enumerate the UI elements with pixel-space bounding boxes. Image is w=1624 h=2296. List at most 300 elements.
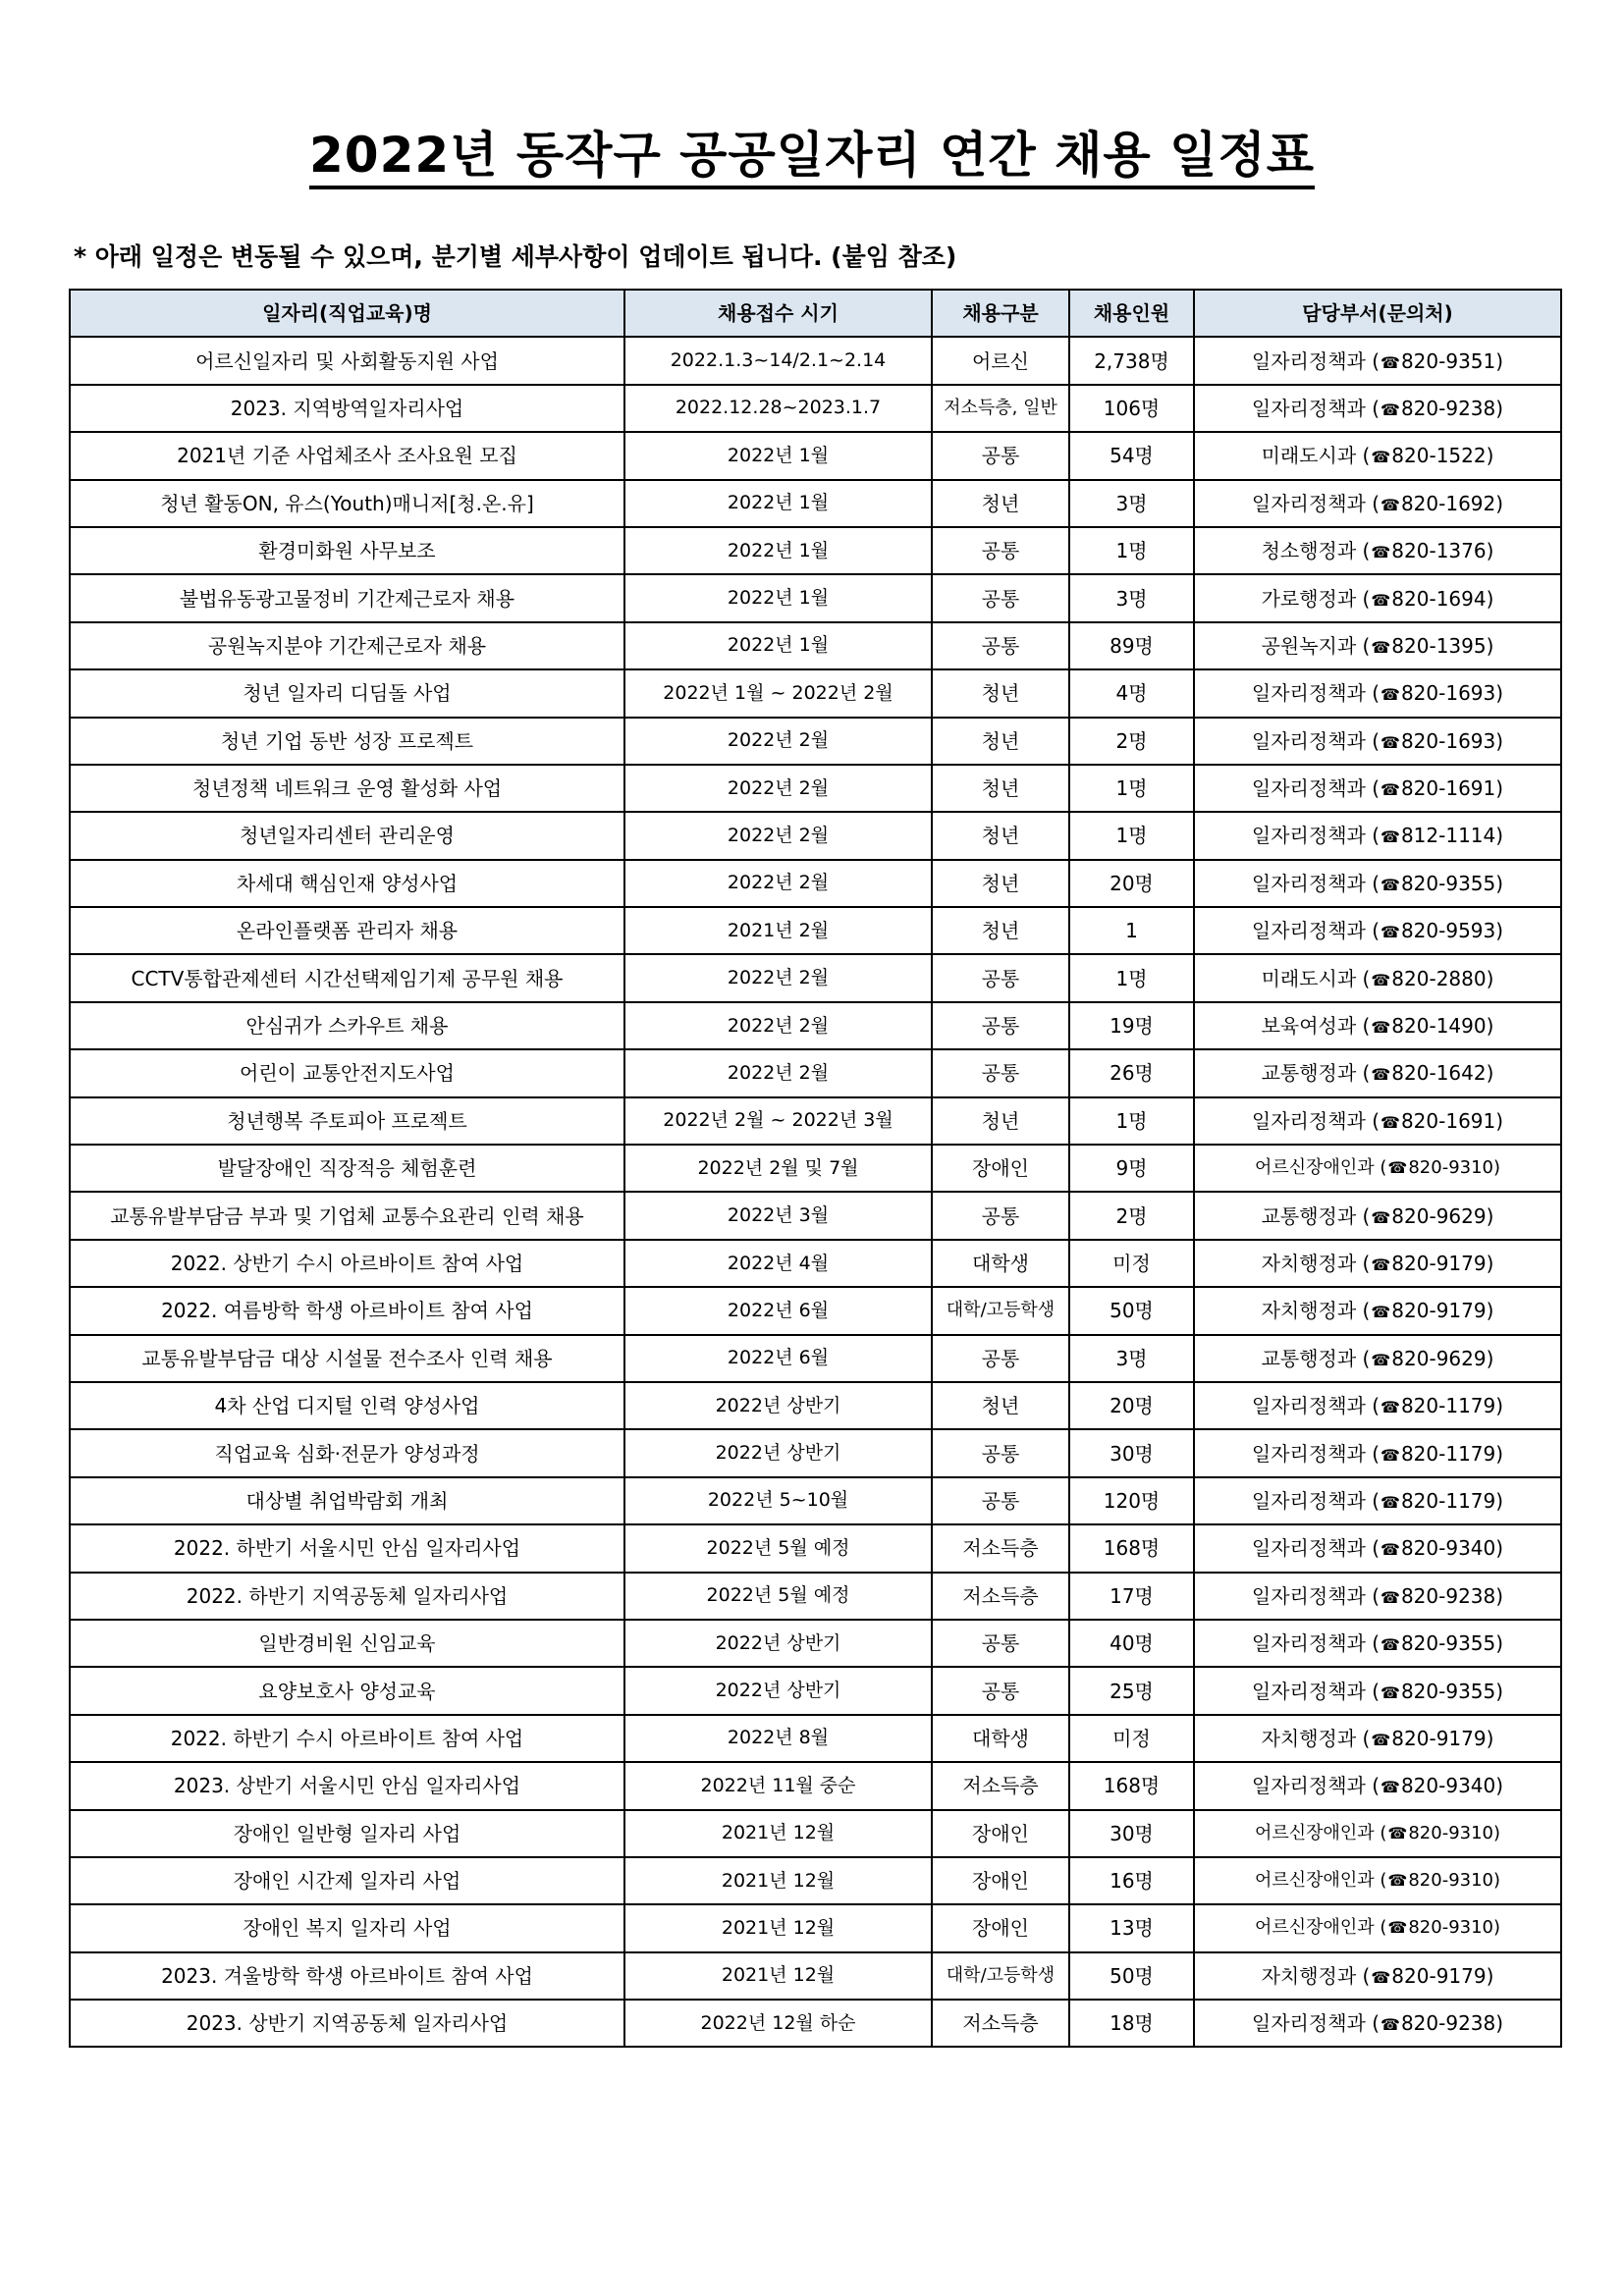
job-name-cell: 2022. 하반기 수시 아르바이트 참여 사업 bbox=[70, 1715, 624, 1762]
telephone-icon: ☎ bbox=[1371, 543, 1391, 562]
period-cell: 2022년 2월 bbox=[624, 860, 932, 907]
type-cell: 공통 bbox=[932, 1192, 1069, 1239]
phone-number: 820-9310 bbox=[1408, 1822, 1494, 1843]
period-cell: 2022년 1월 bbox=[624, 527, 932, 574]
department-cell: 일자리정책과 (☎820-1693) bbox=[1194, 669, 1561, 717]
telephone-icon: ☎ bbox=[1371, 1255, 1391, 1274]
type-cell: 장애인 bbox=[932, 1904, 1069, 1951]
telephone-icon: ☎ bbox=[1380, 1112, 1400, 1132]
table-row bbox=[70, 1477, 1561, 1524]
type-cell: 대학/고등학생 bbox=[932, 1952, 1069, 2000]
type-cell: 대학생 bbox=[932, 1715, 1069, 1762]
type-cell: 공통 bbox=[932, 1049, 1069, 1096]
department-name: 일자리정책과 bbox=[1251, 681, 1366, 706]
job-name-cell: 요양보호사 양성교육 bbox=[70, 1667, 624, 1714]
department-cell: 미래도시과 (☎820-2880) bbox=[1194, 954, 1561, 1001]
period-cell: 2022년 2월 및 7월 bbox=[624, 1145, 932, 1192]
table-row bbox=[70, 1429, 1561, 1476]
period-cell: 2022년 3월 bbox=[624, 1192, 932, 1239]
department-cell: 청소행정과 (☎820-1376) bbox=[1194, 527, 1561, 574]
job-name-cell: 어린이 교통안전지도사업 bbox=[70, 1049, 624, 1096]
department-name: 일자리정책과 bbox=[1251, 2011, 1366, 2036]
department-cell: 교통행정과 (☎820-1642) bbox=[1194, 1049, 1561, 1096]
period-cell: 2021년 2월 bbox=[624, 907, 932, 954]
phone-number: 820-9340 bbox=[1400, 1536, 1496, 1561]
count-cell: 18명 bbox=[1069, 2000, 1194, 2047]
department-cell: 일자리정책과 (☎820-9238) bbox=[1194, 2000, 1561, 2047]
department-name: 일자리정책과 bbox=[1251, 1394, 1366, 1418]
department-name: 일자리정책과 bbox=[1251, 1108, 1366, 1133]
table-row bbox=[70, 1002, 1561, 1049]
type-cell: 청년 bbox=[932, 860, 1069, 907]
type-cell: 청년 bbox=[932, 765, 1069, 812]
period-cell: 2022년 상반기 bbox=[624, 1667, 932, 1714]
phone-number: 812-1114 bbox=[1400, 824, 1496, 848]
telephone-icon: ☎ bbox=[1380, 1398, 1400, 1417]
count-cell: 168명 bbox=[1069, 1524, 1194, 1572]
phone-number: 820-1490 bbox=[1391, 1014, 1487, 1039]
type-cell: 공통 bbox=[932, 1335, 1069, 1382]
phone-number: 820-1692 bbox=[1400, 491, 1496, 515]
period-cell: 2022년 12월 하순 bbox=[624, 2000, 932, 2047]
job-name-cell: 공원녹지분야 기간제근로자 채용 bbox=[70, 622, 624, 669]
job-name-cell: 온라인플랫폼 관리자 채용 bbox=[70, 907, 624, 954]
count-cell: 17명 bbox=[1069, 1573, 1194, 1620]
count-cell: 106명 bbox=[1069, 385, 1194, 432]
department-cell: 자치행정과 (☎820-9179) bbox=[1194, 1287, 1561, 1334]
phone-number: 820-1179 bbox=[1400, 1441, 1496, 1466]
phone-number: 820-1694 bbox=[1391, 586, 1487, 611]
job-name-cell: 일반경비원 신임교육 bbox=[70, 1620, 624, 1667]
phone-number: 820-1376 bbox=[1391, 539, 1487, 563]
department-cell: 일자리정책과 (☎820-1691) bbox=[1194, 765, 1561, 812]
period-cell: 2022년 5월 예정 bbox=[624, 1524, 932, 1572]
period-cell: 2022년 상반기 bbox=[624, 1620, 932, 1667]
phone-number: 820-9238 bbox=[1400, 396, 1496, 420]
department-name: 어르신장애인과 bbox=[1254, 1157, 1375, 1179]
telephone-icon: ☎ bbox=[1380, 828, 1400, 847]
telephone-icon: ☎ bbox=[1380, 923, 1400, 942]
type-cell: 청년 bbox=[932, 480, 1069, 527]
table-row bbox=[70, 812, 1561, 859]
department-cell: 어르신장애인과 (☎820-9310) bbox=[1194, 1857, 1561, 1904]
table-row bbox=[70, 1857, 1561, 1904]
phone-number: 820-1179 bbox=[1400, 1394, 1496, 1418]
count-cell: 50명 bbox=[1069, 1287, 1194, 1334]
telephone-icon: ☎ bbox=[1380, 1540, 1400, 1560]
type-cell: 공통 bbox=[932, 1667, 1069, 1714]
type-cell: 어르신 bbox=[932, 337, 1069, 384]
count-cell: 26명 bbox=[1069, 1049, 1194, 1096]
telephone-icon: ☎ bbox=[1380, 732, 1400, 752]
table-row bbox=[70, 1620, 1561, 1667]
table-row bbox=[70, 2000, 1561, 2047]
telephone-icon: ☎ bbox=[1371, 1018, 1391, 1038]
job-name-cell: 2023. 겨울방학 학생 아르바이트 참여 사업 bbox=[70, 1952, 624, 2000]
phone-number: 820-1642 bbox=[1391, 1061, 1487, 1086]
type-cell: 공통 bbox=[932, 1620, 1069, 1667]
department-cell: 일자리정책과 (☎820-1179) bbox=[1194, 1382, 1561, 1429]
department-cell: 어르신장애인과 (☎820-9310) bbox=[1194, 1145, 1561, 1192]
department-cell: 일자리정책과 (☎820-9238) bbox=[1194, 385, 1561, 432]
table-row bbox=[70, 1097, 1561, 1145]
period-cell: 2022년 1월 bbox=[624, 574, 932, 621]
table-row bbox=[70, 1335, 1561, 1382]
type-cell: 공통 bbox=[932, 1429, 1069, 1476]
telephone-icon: ☎ bbox=[1380, 685, 1400, 705]
department-cell: 일자리정책과 (☎820-9340) bbox=[1194, 1524, 1561, 1572]
department-cell: 일자리정책과 (☎820-1179) bbox=[1194, 1429, 1561, 1476]
table-row bbox=[70, 765, 1561, 812]
type-cell: 청년 bbox=[932, 1382, 1069, 1429]
period-cell: 2022년 2월 bbox=[624, 718, 932, 765]
department-name: 미래도시과 bbox=[1261, 444, 1357, 468]
department-name: 어르신장애인과 bbox=[1254, 1870, 1375, 1892]
table-row bbox=[70, 1240, 1561, 1287]
department-cell: 미래도시과 (☎820-1522) bbox=[1194, 432, 1561, 479]
count-cell: 30명 bbox=[1069, 1810, 1194, 1857]
phone-number: 820-9238 bbox=[1400, 1583, 1496, 1608]
job-name-cell: 청년 활동ON, 유스(Youth)매니저[청.온.유] bbox=[70, 480, 624, 527]
period-cell: 2022년 4월 bbox=[624, 1240, 932, 1287]
schedule-table bbox=[69, 289, 1562, 2048]
type-cell: 공통 bbox=[932, 432, 1069, 479]
phone-number: 820-1395 bbox=[1391, 633, 1487, 658]
period-cell: 2022년 2월 bbox=[624, 954, 932, 1001]
type-cell: 공통 bbox=[932, 527, 1069, 574]
table-row bbox=[70, 527, 1561, 574]
department-name: 미래도시과 bbox=[1261, 966, 1357, 990]
count-cell: 168명 bbox=[1069, 1762, 1194, 1809]
job-name-cell: 어르신일자리 및 사회활동지원 사업 bbox=[70, 337, 624, 384]
job-name-cell: 2022. 상반기 수시 아르바이트 참여 사업 bbox=[70, 1240, 624, 1287]
job-name-cell: 교통유발부담금 부과 및 기업체 교통수요관리 인력 채용 bbox=[70, 1192, 624, 1239]
count-cell: 미정 bbox=[1069, 1715, 1194, 1762]
type-cell: 청년 bbox=[932, 718, 1069, 765]
period-cell: 2022년 2월 ~ 2022년 3월 bbox=[624, 1097, 932, 1145]
department-name: 보육여성과 bbox=[1261, 1014, 1357, 1039]
page-title-text: 2022년 동작구 공공일자리 연간 채용 일정표 bbox=[309, 127, 1315, 189]
count-cell: 30명 bbox=[1069, 1429, 1194, 1476]
table-row bbox=[70, 1715, 1561, 1762]
type-cell: 공통 bbox=[932, 622, 1069, 669]
department-name: 일자리정책과 bbox=[1251, 1536, 1366, 1561]
period-cell: 2022년 6월 bbox=[624, 1287, 932, 1334]
phone-number: 820-1179 bbox=[1400, 1488, 1496, 1513]
department-cell: 일자리정책과 (☎820-1693) bbox=[1194, 718, 1561, 765]
period-cell: 2022년 2월 bbox=[624, 1002, 932, 1049]
telephone-icon: ☎ bbox=[1380, 495, 1400, 514]
col-header-count: 채용인원 bbox=[1069, 290, 1194, 337]
period-cell: 2022년 1월 bbox=[624, 622, 932, 669]
phone-number: 820-9310 bbox=[1408, 1870, 1494, 1892]
table-row bbox=[70, 337, 1561, 384]
job-name-cell: 2023. 상반기 지역공동체 일자리사업 bbox=[70, 2000, 624, 2047]
department-name: 일자리정책과 bbox=[1251, 728, 1366, 753]
telephone-icon: ☎ bbox=[1371, 1065, 1391, 1085]
count-cell: 미정 bbox=[1069, 1240, 1194, 1287]
job-name-cell: 환경미화원 사무보조 bbox=[70, 527, 624, 574]
department-name: 일자리정책과 bbox=[1251, 348, 1366, 373]
phone-number: 820-1691 bbox=[1400, 1108, 1496, 1133]
col-header-period: 채용접수 시기 bbox=[624, 290, 932, 337]
department-name: 일자리정책과 bbox=[1251, 1441, 1366, 1466]
job-name-cell: 불법유동광고물정비 기간제근로자 채용 bbox=[70, 574, 624, 621]
job-name-cell: 교통유발부담금 대상 시설물 전수조사 인력 채용 bbox=[70, 1335, 624, 1382]
department-cell: 교통행정과 (☎820-9629) bbox=[1194, 1192, 1561, 1239]
period-cell: 2021년 12월 bbox=[624, 1810, 932, 1857]
notice-text: * 아래 일정은 변동될 수 있으며, 분기별 세부사항이 업데이트 됩니다. (붙임 참조) bbox=[74, 242, 957, 271]
phone-number: 820-9593 bbox=[1400, 919, 1496, 943]
telephone-icon: ☎ bbox=[1380, 2015, 1400, 2035]
telephone-icon: ☎ bbox=[1380, 1492, 1400, 1512]
period-cell: 2022년 상반기 bbox=[624, 1382, 932, 1429]
period-cell: 2022년 상반기 bbox=[624, 1429, 932, 1476]
count-cell: 19명 bbox=[1069, 1002, 1194, 1049]
period-cell: 2022년 11월 중순 bbox=[624, 1762, 932, 1809]
telephone-icon: ☎ bbox=[1371, 590, 1391, 610]
telephone-icon: ☎ bbox=[1380, 1778, 1400, 1797]
department-name: 어르신장애인과 bbox=[1254, 1822, 1375, 1843]
table-row bbox=[70, 1382, 1561, 1429]
table-row bbox=[70, 1810, 1561, 1857]
table-row bbox=[70, 1667, 1561, 1714]
department-name: 자치행정과 bbox=[1261, 1963, 1357, 1988]
table-row bbox=[70, 1287, 1561, 1334]
department-cell: 자치행정과 (☎820-9179) bbox=[1194, 1952, 1561, 2000]
type-cell: 장애인 bbox=[932, 1857, 1069, 1904]
period-cell: 2021년 12월 bbox=[624, 1952, 932, 2000]
phone-number: 820-9179 bbox=[1391, 1252, 1487, 1275]
phone-number: 820-9355 bbox=[1400, 1631, 1496, 1656]
col-header-job-name: 일자리(직업교육)명 bbox=[70, 290, 624, 337]
job-name-cell: 안심귀가 스카우트 채용 bbox=[70, 1002, 624, 1049]
job-name-cell: 장애인 시간제 일자리 사업 bbox=[70, 1857, 624, 1904]
telephone-icon: ☎ bbox=[1371, 970, 1391, 989]
type-cell: 청년 bbox=[932, 812, 1069, 859]
table-row bbox=[70, 718, 1561, 765]
department-cell: 일자리정책과 (☎820-9355) bbox=[1194, 860, 1561, 907]
department-cell: 교통행정과 (☎820-9629) bbox=[1194, 1335, 1561, 1382]
department-name: 교통행정과 bbox=[1261, 1346, 1357, 1370]
type-cell: 저소득층 bbox=[932, 1762, 1069, 1809]
telephone-icon: ☎ bbox=[1371, 1350, 1391, 1369]
table-row bbox=[70, 480, 1561, 527]
department-cell: 일자리정책과 (☎820-1179) bbox=[1194, 1477, 1561, 1524]
department-cell: 일자리정책과 (☎820-9340) bbox=[1194, 1762, 1561, 1809]
department-cell: 어르신장애인과 (☎820-9310) bbox=[1194, 1810, 1561, 1857]
job-name-cell: 차세대 핵심인재 양성사업 bbox=[70, 860, 624, 907]
department-name: 교통행정과 bbox=[1261, 1203, 1357, 1228]
col-header-type: 채용구분 bbox=[932, 290, 1069, 337]
period-cell: 2022년 5월 예정 bbox=[624, 1573, 932, 1620]
phone-number: 820-9351 bbox=[1400, 348, 1496, 373]
job-name-cell: 청년행복 주토피아 프로젝트 bbox=[70, 1097, 624, 1145]
table-row bbox=[70, 1904, 1561, 1951]
job-name-cell: 청년 기업 동반 성장 프로젝트 bbox=[70, 718, 624, 765]
count-cell: 20명 bbox=[1069, 860, 1194, 907]
period-cell: 2022년 5~10월 bbox=[624, 1477, 932, 1524]
telephone-icon: ☎ bbox=[1380, 352, 1400, 372]
table-row bbox=[70, 385, 1561, 432]
telephone-icon: ☎ bbox=[1371, 1207, 1391, 1227]
period-cell: 2022년 2월 bbox=[624, 1049, 932, 1096]
telephone-icon: ☎ bbox=[1387, 1871, 1408, 1891]
telephone-icon: ☎ bbox=[1371, 448, 1391, 467]
period-cell: 2022년 1월 bbox=[624, 432, 932, 479]
telephone-icon: ☎ bbox=[1380, 1445, 1400, 1465]
count-cell: 1명 bbox=[1069, 527, 1194, 574]
job-name-cell: 2022. 하반기 지역공동체 일자리사업 bbox=[70, 1573, 624, 1620]
type-cell: 청년 bbox=[932, 1097, 1069, 1145]
telephone-icon: ☎ bbox=[1380, 1635, 1400, 1655]
job-name-cell: 2023. 지역방역일자리사업 bbox=[70, 385, 624, 432]
department-cell: 일자리정책과 (☎820-9238) bbox=[1194, 1573, 1561, 1620]
department-name: 공원녹지과 bbox=[1261, 633, 1357, 658]
count-cell: 2명 bbox=[1069, 718, 1194, 765]
table-row bbox=[70, 860, 1561, 907]
department-name: 일자리정책과 bbox=[1251, 1488, 1366, 1513]
count-cell: 1명 bbox=[1069, 765, 1194, 812]
department-name: 일자리정책과 bbox=[1251, 824, 1366, 848]
page-title bbox=[0, 116, 1624, 187]
job-name-cell: 장애인 일반형 일자리 사업 bbox=[70, 1810, 624, 1857]
department-cell: 일자리정책과 (☎820-9351) bbox=[1194, 337, 1561, 384]
department-cell: 일자리정책과 (☎820-1692) bbox=[1194, 480, 1561, 527]
period-cell: 2022년 1월 bbox=[624, 480, 932, 527]
telephone-icon: ☎ bbox=[1380, 1682, 1400, 1702]
col-header-department: 담당부서(문의처) bbox=[1194, 290, 1561, 337]
type-cell: 대학/고등학생 bbox=[932, 1287, 1069, 1334]
count-cell: 20명 bbox=[1069, 1382, 1194, 1429]
count-cell: 13명 bbox=[1069, 1904, 1194, 1951]
type-cell: 청년 bbox=[932, 669, 1069, 717]
period-cell: 2022년 6월 bbox=[624, 1335, 932, 1382]
department-name: 자치행정과 bbox=[1261, 1252, 1357, 1275]
table-row bbox=[70, 1145, 1561, 1192]
type-cell: 청년 bbox=[932, 907, 1069, 954]
job-name-cell: 장애인 복지 일자리 사업 bbox=[70, 1904, 624, 1951]
period-cell: 2022.1.3~14/2.1~2.14 bbox=[624, 337, 932, 384]
period-cell: 2022년 8월 bbox=[624, 1715, 932, 1762]
table-body bbox=[70, 337, 1561, 2047]
table-row bbox=[70, 1573, 1561, 1620]
count-cell: 1 bbox=[1069, 907, 1194, 954]
table-row bbox=[70, 1049, 1561, 1096]
job-name-cell: 2021년 기준 사업체조사 조사요원 모집 bbox=[70, 432, 624, 479]
type-cell: 저소득층 bbox=[932, 1524, 1069, 1572]
table-row bbox=[70, 954, 1561, 1001]
phone-number: 820-9310 bbox=[1408, 1157, 1494, 1179]
type-cell: 대학생 bbox=[932, 1240, 1069, 1287]
count-cell: 3명 bbox=[1069, 480, 1194, 527]
telephone-icon: ☎ bbox=[1371, 1967, 1391, 1987]
count-cell: 89명 bbox=[1069, 622, 1194, 669]
department-cell: 일자리정책과 (☎812-1114) bbox=[1194, 812, 1561, 859]
job-name-cell: 4차 산업 디지털 인력 양성사업 bbox=[70, 1382, 624, 1429]
count-cell: 9명 bbox=[1069, 1145, 1194, 1192]
job-name-cell: 대상별 취업박람회 개최 bbox=[70, 1477, 624, 1524]
period-cell: 2022년 1월 ~ 2022년 2월 bbox=[624, 669, 932, 717]
type-cell: 공통 bbox=[932, 954, 1069, 1001]
job-name-cell: 청년 일자리 디딤돌 사업 bbox=[70, 669, 624, 717]
department-name: 일자리정책과 bbox=[1251, 919, 1366, 943]
count-cell: 3명 bbox=[1069, 574, 1194, 621]
table-row bbox=[70, 1192, 1561, 1239]
phone-number: 820-9179 bbox=[1391, 1726, 1487, 1750]
phone-number: 820-9629 bbox=[1391, 1203, 1487, 1228]
department-cell: 자치행정과 (☎820-9179) bbox=[1194, 1240, 1561, 1287]
department-name: 일자리정책과 bbox=[1251, 1583, 1366, 1608]
period-cell: 2022년 2월 bbox=[624, 812, 932, 859]
type-cell: 저소득층 bbox=[932, 1573, 1069, 1620]
phone-number: 820-9238 bbox=[1400, 2011, 1496, 2036]
count-cell: 3명 bbox=[1069, 1335, 1194, 1382]
phone-number: 820-1522 bbox=[1391, 444, 1487, 468]
telephone-icon: ☎ bbox=[1387, 1158, 1408, 1178]
count-cell: 1명 bbox=[1069, 1097, 1194, 1145]
count-cell: 40명 bbox=[1069, 1620, 1194, 1667]
type-cell: 공통 bbox=[932, 1477, 1069, 1524]
job-name-cell: 직업교육 심화·전문가 양성과정 bbox=[70, 1429, 624, 1476]
count-cell: 54명 bbox=[1069, 432, 1194, 479]
department-name: 일자리정책과 bbox=[1251, 1774, 1366, 1798]
table-row bbox=[70, 1524, 1561, 1572]
count-cell: 16명 bbox=[1069, 1857, 1194, 1904]
department-name: 일자리정책과 bbox=[1251, 871, 1366, 895]
table-row bbox=[70, 574, 1561, 621]
department-cell: 가로행정과 (☎820-1694) bbox=[1194, 574, 1561, 621]
department-name: 어르신장애인과 bbox=[1254, 1917, 1375, 1939]
count-cell: 25명 bbox=[1069, 1667, 1194, 1714]
phone-number: 820-1693 bbox=[1400, 681, 1496, 706]
job-name-cell: 2022. 하반기 서울시민 안심 일자리사업 bbox=[70, 1524, 624, 1572]
phone-number: 820-9355 bbox=[1400, 1679, 1496, 1703]
job-name-cell: CCTV통합관제센터 시간선택제임기제 공무원 채용 bbox=[70, 954, 624, 1001]
type-cell: 공통 bbox=[932, 1002, 1069, 1049]
department-cell: 일자리정책과 (☎820-1691) bbox=[1194, 1097, 1561, 1145]
job-name-cell: 2022. 여름방학 학생 아르바이트 참여 사업 bbox=[70, 1287, 624, 1334]
department-name: 일자리정책과 bbox=[1251, 396, 1366, 420]
table-header-row bbox=[70, 290, 1561, 337]
department-name: 일자리정책과 bbox=[1251, 776, 1366, 801]
telephone-icon: ☎ bbox=[1380, 780, 1400, 800]
department-cell: 보육여성과 (☎820-1490) bbox=[1194, 1002, 1561, 1049]
type-cell: 저소득층, 일반 bbox=[932, 385, 1069, 432]
telephone-icon: ☎ bbox=[1371, 1303, 1391, 1322]
period-cell: 2022년 2월 bbox=[624, 765, 932, 812]
phone-number: 820-9179 bbox=[1391, 1963, 1487, 1988]
period-cell: 2022.12.28~2023.1.7 bbox=[624, 385, 932, 432]
count-cell: 50명 bbox=[1069, 1952, 1194, 2000]
department-cell: 일자리정책과 (☎820-9355) bbox=[1194, 1667, 1561, 1714]
phone-number: 820-9310 bbox=[1408, 1917, 1494, 1939]
phone-number: 820-9629 bbox=[1391, 1346, 1487, 1370]
table-row bbox=[70, 907, 1561, 954]
telephone-icon: ☎ bbox=[1371, 1730, 1391, 1749]
department-cell: 일자리정책과 (☎820-9355) bbox=[1194, 1620, 1561, 1667]
department-name: 자치행정과 bbox=[1261, 1299, 1357, 1323]
phone-number: 820-9355 bbox=[1400, 871, 1496, 895]
department-name: 일자리정책과 bbox=[1251, 1679, 1366, 1703]
department-cell: 어르신장애인과 (☎820-9310) bbox=[1194, 1904, 1561, 1951]
job-name-cell: 2023. 상반기 서울시민 안심 일자리사업 bbox=[70, 1762, 624, 1809]
count-cell: 2,738명 bbox=[1069, 337, 1194, 384]
count-cell: 4명 bbox=[1069, 669, 1194, 717]
count-cell: 1명 bbox=[1069, 812, 1194, 859]
type-cell: 공통 bbox=[932, 574, 1069, 621]
phone-number: 820-1693 bbox=[1400, 728, 1496, 753]
